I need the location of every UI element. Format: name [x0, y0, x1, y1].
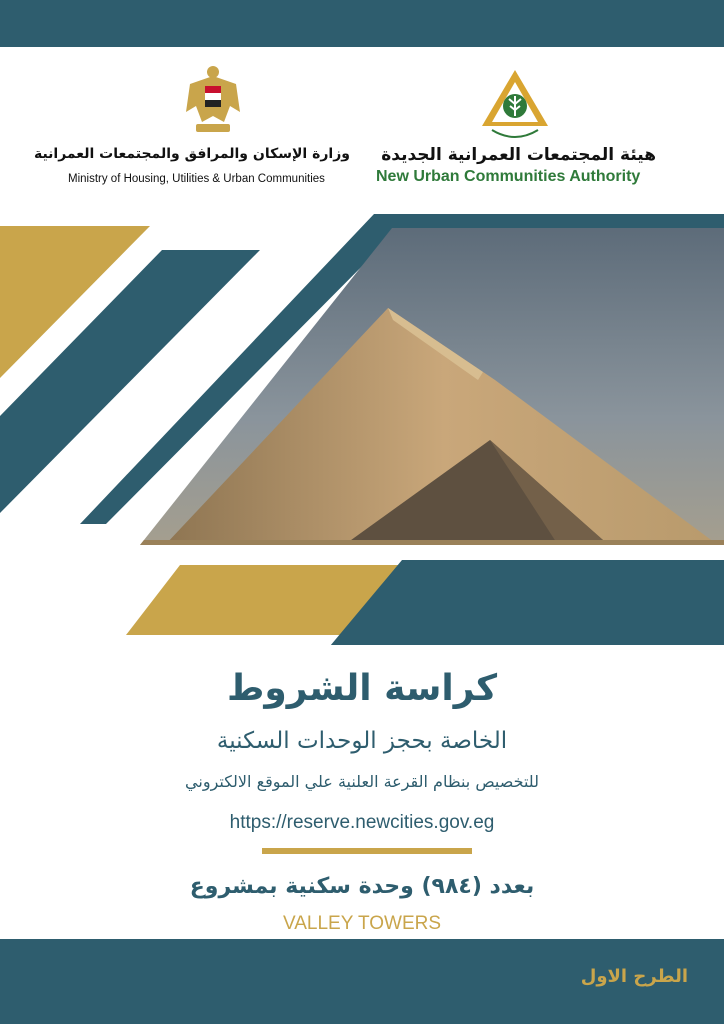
ministry-name-english: Ministry of Housing, Utilities & Urban Communities	[68, 173, 325, 185]
document-subtitle: الخاصة بحجز الوحدات السكنية	[216, 728, 508, 754]
units-count-text: بعدد (٩٨٤) وحدة سكنية بمشروع	[189, 874, 535, 899]
nuca-name-arabic: هيئة المجتمعات العمرانية الجديدة	[381, 145, 656, 165]
ministry-name-arabic: وزارة الإسكان والمرافق والمجتمعات العمرانية	[33, 146, 350, 162]
edition-label: الطرح الاول	[580, 966, 688, 987]
project-name: VALLEY TOWERS	[282, 913, 442, 934]
nuca-name-english: New Urban Communities Authority	[376, 168, 641, 185]
cover-graphic	[0, 205, 724, 645]
document-title: كراسة الشروط	[226, 668, 498, 709]
top-band	[0, 0, 724, 47]
gold-divider	[262, 848, 472, 854]
nuca-logo-icon	[480, 68, 550, 142]
eagle-emblem-icon	[184, 62, 242, 138]
reservation-url: https://reserve.newcities.gov.eg	[229, 812, 495, 833]
allocation-method-text: للتخصيص بنظام القرعة العلنية علي الموقع الالكتروني	[185, 772, 539, 791]
